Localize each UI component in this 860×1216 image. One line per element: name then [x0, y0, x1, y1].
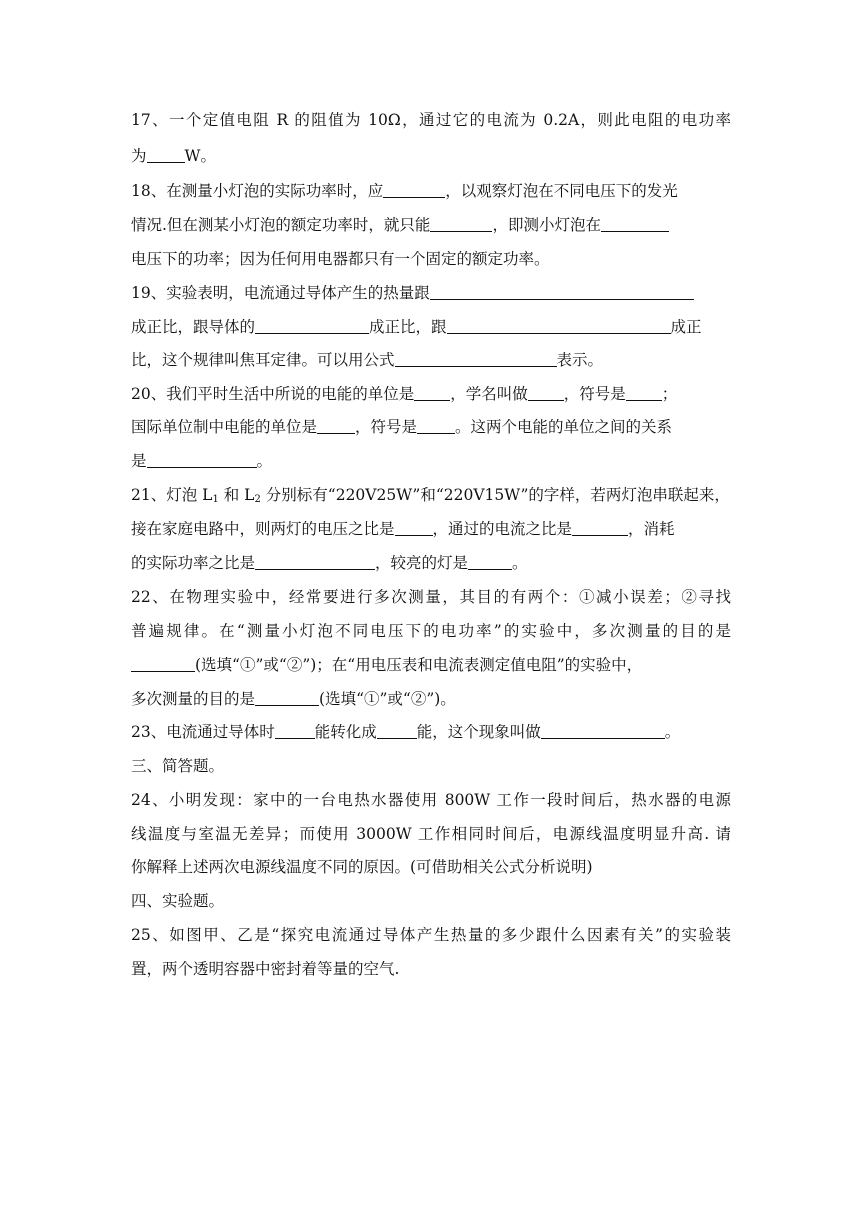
q21-text: 和 L	[218, 486, 255, 504]
q21-line-3	[131, 552, 731, 574]
q21-text: 的实际功率之比是	[131, 554, 256, 572]
q19-text: 比，这个规律叫焦耳定律。可以用公式	[131, 351, 395, 369]
q18-line-3	[131, 248, 731, 270]
q19-line-2	[131, 316, 731, 338]
q19-line-1	[131, 282, 731, 304]
q22-line-3	[131, 654, 731, 676]
q22-text: 22、在物理实验中，经常要进行多次测量，其目的有两个：①减小误差；②寻找	[131, 588, 731, 606]
answer-blank[interactable]	[447, 316, 671, 334]
q25-line-2	[131, 958, 731, 980]
section-4-title: 四、实验题。	[131, 892, 225, 910]
q25-text: 置，两个透明容器中密封着等量的空气.	[131, 960, 400, 978]
q25-line-1	[131, 924, 731, 946]
q21-text: 接在家庭电路中，则两灯的电压之比是	[131, 520, 395, 538]
answer-blank[interactable]	[275, 721, 315, 739]
answer-blank[interactable]	[131, 654, 195, 672]
q23-line-1	[131, 721, 731, 743]
answer-blank[interactable]	[395, 349, 557, 367]
q24-text: 你解释上述两次电源线温度不同的原因。(可借助相关公式分析说明)	[131, 858, 593, 876]
q20-text: ，学名叫做	[450, 385, 528, 403]
q21-line-2	[131, 518, 731, 540]
answer-blank[interactable]	[528, 383, 564, 401]
q25-text: 25、如图甲、乙是“探究电流通过导体产生热量的多少跟什么因素有关”的实验装	[131, 926, 731, 944]
q17-text: 为	[131, 147, 147, 165]
answer-blank[interactable]	[395, 518, 433, 536]
q20-line-1	[131, 383, 731, 405]
answer-blank[interactable]	[430, 214, 492, 232]
answer-blank[interactable]	[572, 518, 628, 536]
q23-text: 能转化成	[314, 723, 377, 741]
q22-text: (选填“①”或“②”)。	[319, 690, 456, 708]
q18-line-2	[131, 214, 731, 236]
q20-text: 国际单位制中电能的单位是	[131, 418, 318, 436]
answer-blank[interactable]	[255, 688, 319, 706]
q22-text: 多次测量的目的是	[131, 690, 256, 708]
q19-line-3	[131, 349, 731, 371]
answer-blank[interactable]	[147, 145, 185, 163]
q24-text: 24、小明发现：家中的一台电热水器使用 800W 工作一段时间后，热水器的电源	[131, 791, 731, 809]
q22-text: (选填“①”或“②”)；在“用电压表和电流表测定值电阻”的实验中，	[195, 656, 643, 674]
q23-text: 能，这个现象叫做	[416, 723, 541, 741]
answer-blank[interactable]	[383, 180, 445, 198]
q21-text: ，通过的电流之比是	[432, 520, 573, 538]
answer-blank[interactable]	[626, 383, 662, 401]
q18-text: 18、在测量小灯泡的实际功率时，应	[131, 182, 384, 200]
q24-line-3	[131, 856, 731, 878]
q18-text: ，以观察灯泡在不同电压下的发光	[445, 182, 678, 200]
q19-text: 19、实验表明，电流通过导体产生的热量跟	[131, 284, 430, 302]
q21-line-1	[131, 484, 731, 506]
answer-blank[interactable]	[430, 282, 694, 300]
q18-text: ，即测小灯泡在	[492, 216, 601, 234]
q18-text: 情况.但在测某小灯泡的额定功率时，就只能	[131, 216, 431, 234]
answer-blank[interactable]	[147, 450, 257, 468]
answer-blank[interactable]	[255, 552, 375, 570]
q20-text: ；	[661, 385, 678, 403]
q20-text: 20、我们平时生活中所说的电能的单位是	[131, 385, 415, 403]
q20-text: ，符号是	[355, 418, 418, 436]
q21-text: ，较亮的灯是	[375, 554, 469, 572]
section-heading	[131, 755, 731, 777]
q21-text: ，消耗	[628, 520, 675, 538]
answer-blank[interactable]	[317, 416, 355, 434]
q17-line-1	[131, 109, 731, 131]
q24-line-1	[131, 789, 731, 811]
q18-line-1	[131, 180, 731, 202]
section-heading	[131, 890, 731, 912]
q17-text: W。	[184, 147, 216, 165]
subscript: 2	[254, 494, 261, 505]
q17-line-2	[131, 145, 731, 167]
answer-blank[interactable]	[541, 721, 665, 739]
q22-line-1	[131, 586, 731, 608]
q20-text: 。这两个电能的单位之间的关系	[455, 418, 673, 436]
answer-blank[interactable]	[417, 416, 455, 434]
q20-line-3	[131, 450, 731, 472]
q24-line-2	[131, 823, 731, 845]
answer-blank[interactable]	[601, 214, 669, 232]
q19-text: 表示。	[556, 351, 604, 369]
q19-text: 成正比，跟导体的	[131, 318, 256, 336]
q17-text: 17、一个定值电阻 R 的阻值为 10Ω，通过它的电流为 0.2A，则此电阻的电功率	[131, 111, 731, 129]
answer-blank[interactable]	[414, 383, 450, 401]
q22-line-4	[131, 688, 731, 710]
q19-text: 成正比，跟	[369, 318, 447, 336]
section-3-title: 三、简答题。	[131, 757, 225, 775]
q21-text: 21、灯泡 L	[131, 486, 213, 504]
q24-text: 线温度与室温无差异；而使用 3000W 工作相同时间后，电源线温度明显升高. 请	[131, 825, 731, 843]
q20-text: ，符号是	[563, 385, 626, 403]
q22-line-2	[131, 620, 731, 642]
q20-text: 。	[256, 452, 273, 470]
q20-line-2	[131, 416, 731, 438]
q21-text: 。	[512, 554, 528, 572]
q21-text: 分别标有“220V25W”和“220V15W”的字样，若两灯泡串联起来，	[260, 486, 730, 504]
q22-text: 普遍规律。在“测量小灯泡不同电压下的电功率”的实验中，多次测量的目的是	[131, 622, 731, 640]
q23-text: 。	[664, 723, 681, 741]
q20-text: 是	[131, 452, 147, 470]
q23-text: 23、电流通过导体时	[131, 723, 275, 741]
answer-blank[interactable]	[377, 721, 417, 739]
subscript: 1	[212, 494, 219, 505]
answer-blank[interactable]	[255, 316, 369, 334]
q19-text: 成正	[670, 318, 702, 336]
q18-text: 电压下的功率；因为任何用电器都只有一个固定的额定功率。	[131, 250, 550, 268]
answer-blank[interactable]	[468, 552, 512, 570]
